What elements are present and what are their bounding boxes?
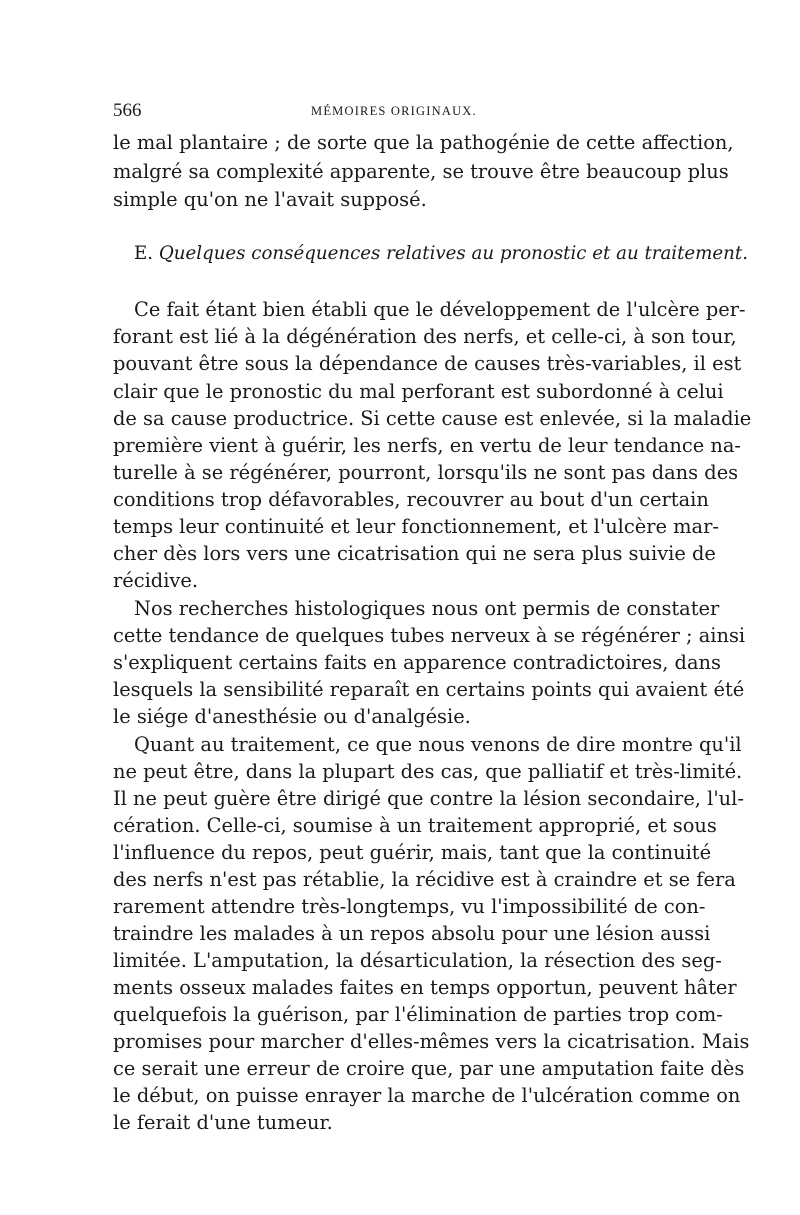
text-line: limitée. L'amputation, la désarticulation, la résection des seg-	[113, 949, 722, 972]
text-line: de sa cause productrice. Si cette cause est enlevée, si la maladie	[113, 407, 752, 430]
section-title: Quelques conséquences relatives au pronostic et au traitement.	[158, 243, 748, 264]
text-line: le siége d'anesthésie ou d'analgésie.	[113, 705, 471, 728]
text-line: première vient à guérir, les nerfs, en vertu de leur tendance na-	[113, 434, 741, 457]
text-line: le début, on puisse enrayer la marche de l'ulcération comme on	[113, 1084, 741, 1107]
text-line: Quant au traitement, ce que nous venons de dire montre qu'il	[134, 733, 742, 756]
text-line: ce serait une erreur de croire que, par une amputation faite dès	[113, 1057, 745, 1080]
text-line: turelle à se régénérer, pourront, lorsqu'ils ne sont pas dans des	[113, 461, 739, 484]
text-line: Il ne peut guère être dirigé que contre la lésion secondaire, l'ul-	[113, 787, 744, 810]
text-line: le ferait d'une tumeur.	[113, 1111, 333, 1134]
text-line: le mal plantaire ; de sorte que la pathogénie de cette affection,	[113, 131, 734, 154]
text-line: forant est lié à la dégénération des nerfs, et celle-ci, à son tour,	[113, 325, 737, 348]
text-line: cette tendance de quelques tubes nerveux à se régénérer ; ainsi	[113, 624, 746, 647]
running-title: MÉMOIRES ORIGINAUX.	[311, 104, 477, 118]
text-line: quelquefois la guérison, par l'élimination de parties trop com-	[113, 1003, 723, 1026]
text-line: récidive.	[113, 569, 199, 592]
text-line: clair que le pronostic du mal perforant est subordonné à celui	[113, 380, 724, 403]
page-number: 566	[113, 100, 142, 121]
text-line: l'influence du repos, peut guérir, mais, tant que la continuité	[113, 841, 712, 864]
text-line: cher dès lors vers une cicatrisation qui ne sera plus suivie de	[113, 542, 716, 565]
text-line: ments osseux malades faites en temps opportun, peuvent hâter	[113, 976, 737, 999]
text-line: Nos recherches histologiques nous ont permis de constater	[134, 597, 720, 620]
text-line: lesquels la sensibilité reparaît en certains points qui avaient été	[113, 678, 745, 701]
text-line: traindre les malades à un repos absolu pour une lésion aussi	[113, 922, 711, 945]
text-line: ne peut être, dans la plupart des cas, que palliatif et très-limité.	[113, 760, 743, 783]
section-letter: E.	[134, 243, 154, 264]
text-line: rarement attendre très-longtemps, vu l'impossibilité de con-	[113, 895, 706, 918]
text-line: pouvant être sous la dépendance de causes très-variables, il est	[113, 352, 742, 375]
section-heading	[134, 240, 748, 268]
text-line: simple qu'on ne l'avait supposé.	[113, 188, 427, 211]
text-line: des nerfs n'est pas rétablie, la récidive est à craindre et se fera	[113, 868, 736, 891]
text-line: Ce fait étant bien établi que le développement de l'ulcère per-	[134, 298, 746, 321]
text-line: cération. Celle-ci, soumise à un traitement approprié, et sous	[113, 814, 717, 837]
text-line: malgré sa complexité apparente, se trouve être beaucoup plus	[113, 160, 729, 183]
text-line: conditions trop défavorables, recouvrer au bout d'un certain	[113, 488, 709, 511]
running-head	[113, 100, 696, 126]
text-line: promises pour marcher d'elles-mêmes vers la cicatrisation. Mais	[113, 1030, 750, 1053]
text-line: s'expliquent certains faits en apparence contradictoires, dans	[113, 651, 721, 674]
text-line: temps leur continuité et leur fonctionnement, et l'ulcère mar-	[113, 515, 719, 538]
